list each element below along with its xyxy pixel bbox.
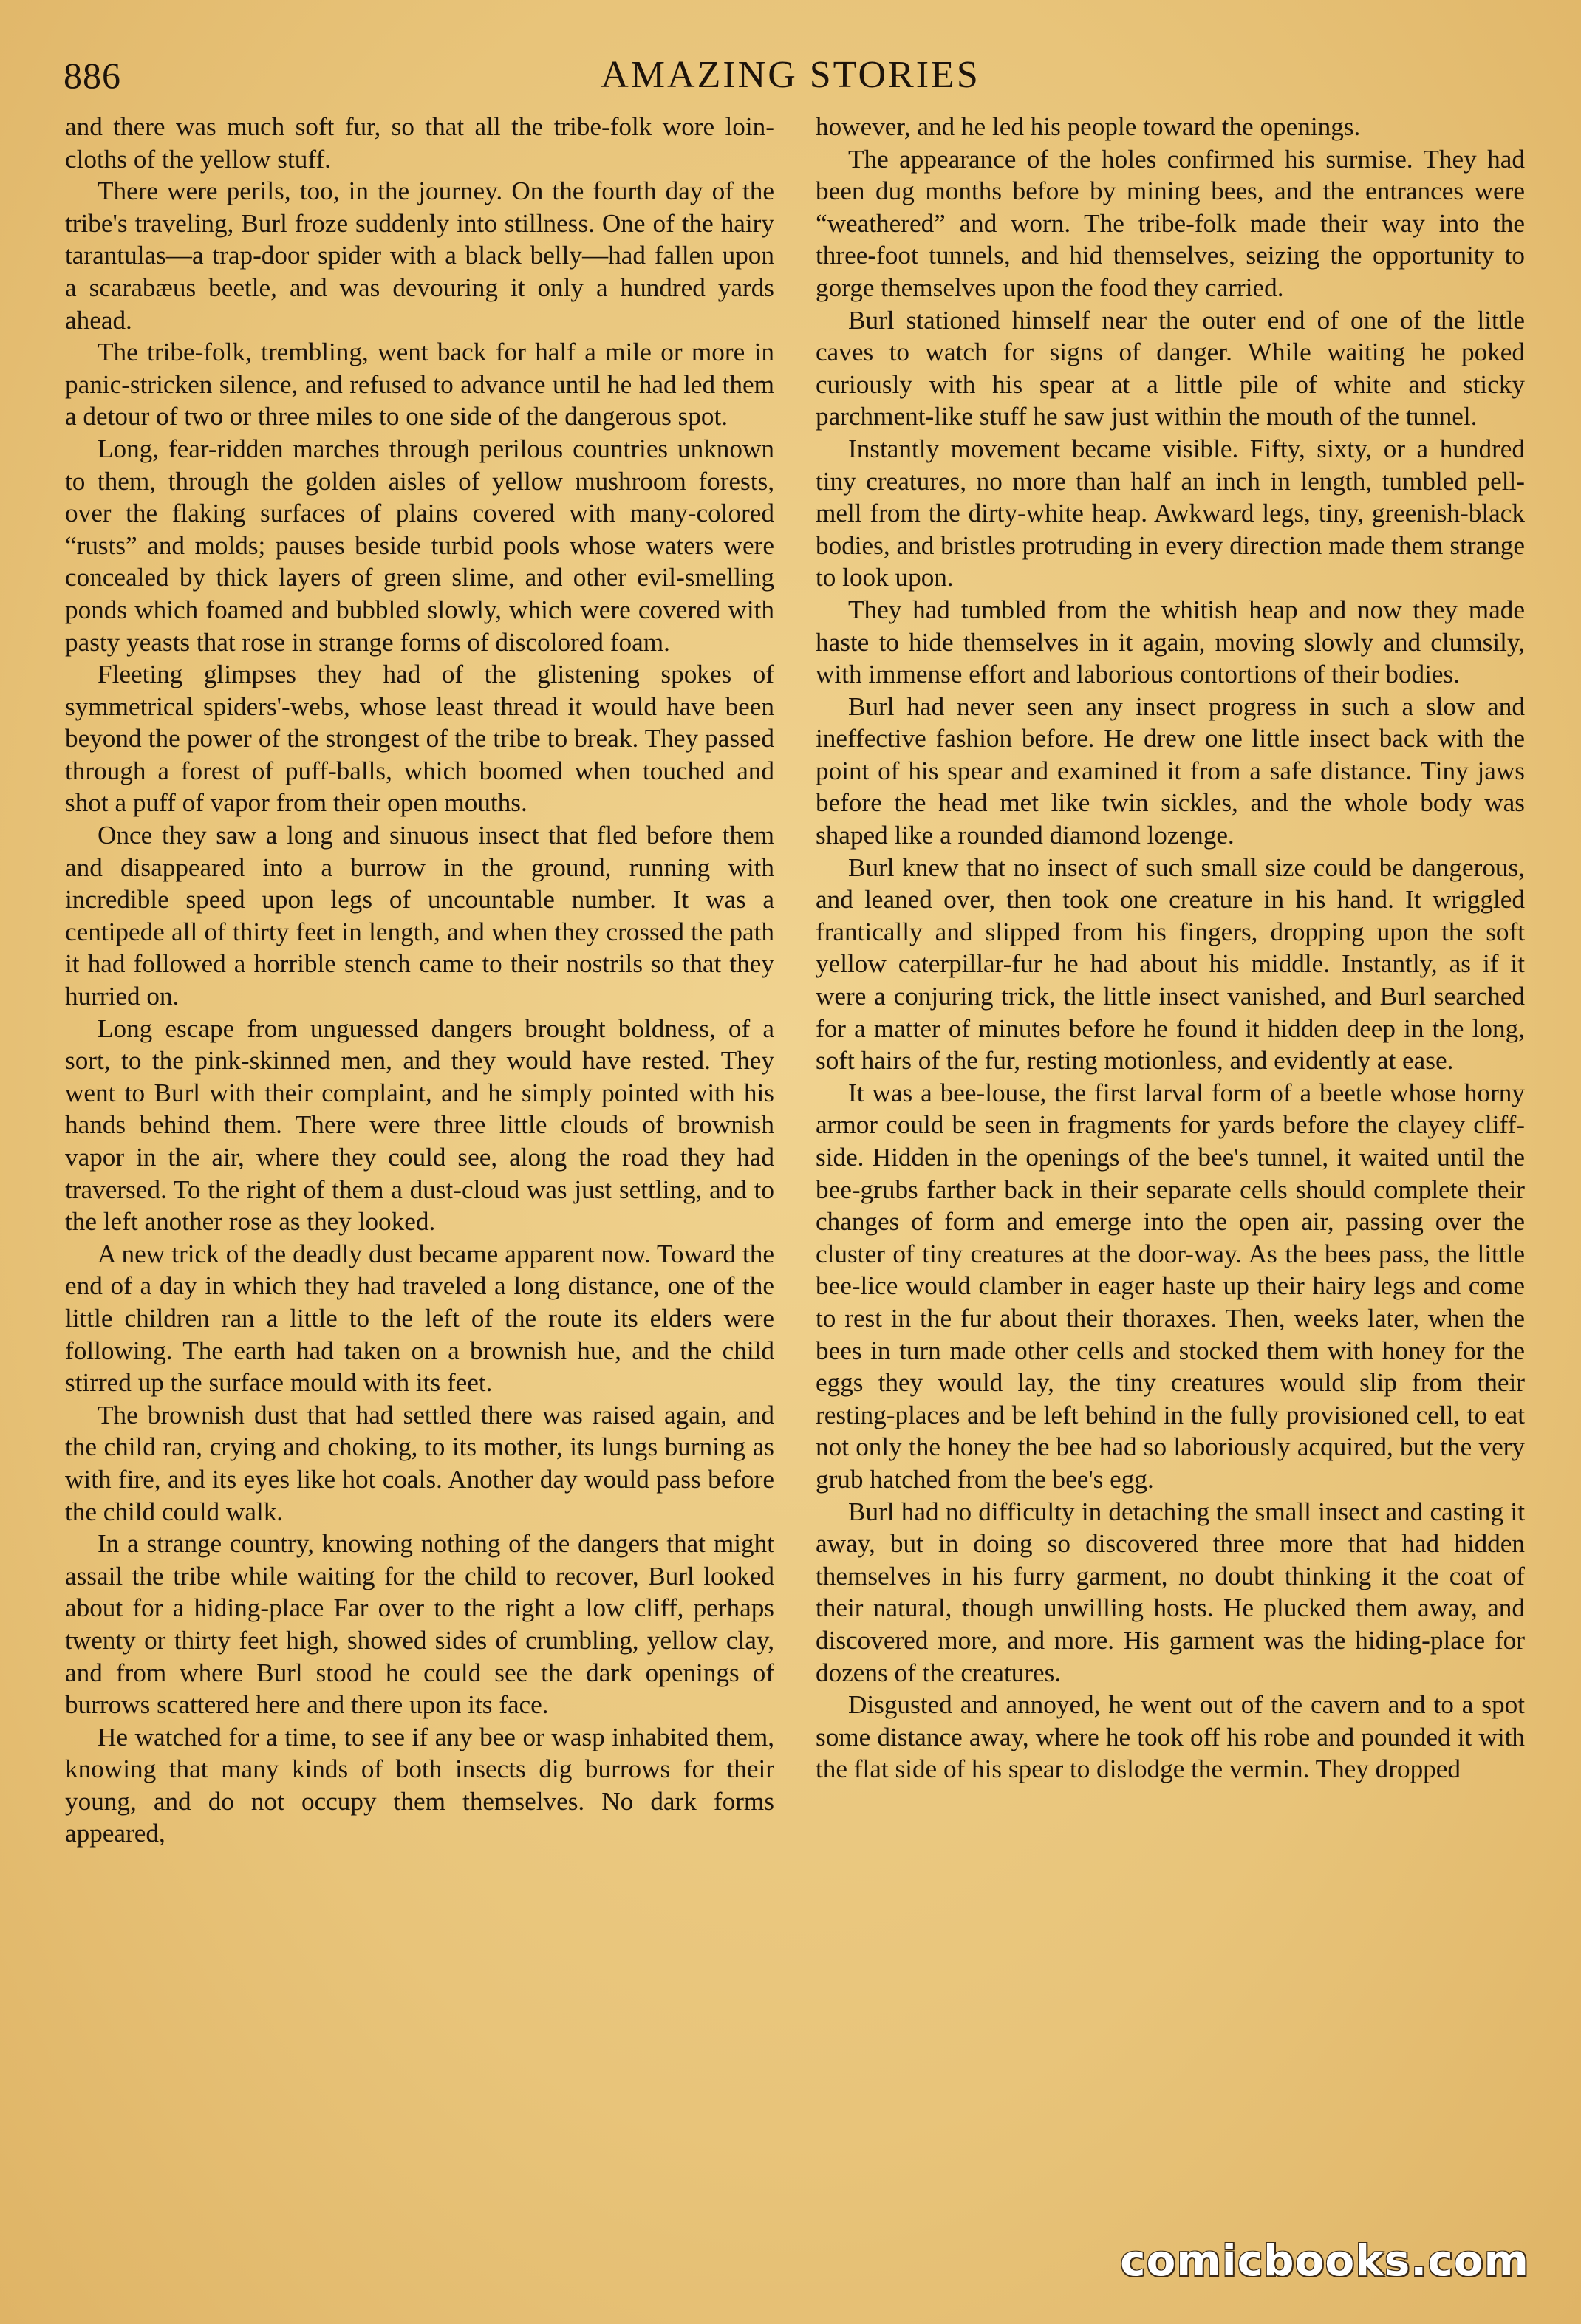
paragraph: Disgusted and annoyed, he went out of the cavern and to a spot some distance away, where he took off his robe and pounded it with the flat side of his spear to dislodge the vermin. They dropped bbox=[816, 1690, 1525, 1784]
left-column bbox=[65, 111, 774, 1850]
paragraph: Instantly movement became visible. Fifty, sixty, or a hundred tiny creatures, no more than half an inch in length, tumbled pell-mell from the dirty-white heap. Awkward legs, tiny, greenish-black bodies, and bristles protruding in every direction made them strange to look upon. bbox=[816, 434, 1525, 592]
page-header bbox=[59, 46, 1522, 105]
paragraph: Burl stationed himself near the outer end of one of the little caves to watch for signs of danger. While waiting he poked curiously with his spear at a little pile of white and sticky parchment-like stuff he saw just within the mouth of the tunnel. bbox=[816, 305, 1525, 431]
paragraph: and there was much soft fur, so that all the tribe-folk wore loin-cloths of the yellow stuff. bbox=[65, 112, 774, 174]
paragraph: The tribe-folk, trembling, went back for half a mile or more in panic-stricken silence, and refused to advance until he had led them a detour of two or three miles to one side of the dangerous spot. bbox=[65, 338, 774, 431]
paragraph: They had tumbled from the whitish heap and now they made haste to hide themselves in it again, moving slowly and clumsily, with immense effort and laborious contortions of their bodies. bbox=[816, 595, 1525, 689]
paragraph: It was a bee-louse, the first larval form of a beetle whose horny armor could be seen in fragments for yards before the clayey cliff-side. Hidden in the openings of the bee's tunnel, it waited until the bee-grubs farther back in their separate cells should complete their changes of form and emerge into the open air, passing over the cluster of tiny creatures at the door-way. As the bees pass, the little bee-lice would clamber in eager haste up their hairy legs and come to rest in the fur about their thoraxes. Then, weeks later, when the bees in turn made other cells and stocked them with honey for the eggs they would lay, the tiny creatures would slip from their resting-places and be left behind in the fully provisioned cell, to eat not only the honey the bee had so laboriously acquired, but the very grub hatched from the bee's egg. bbox=[816, 1078, 1525, 1494]
watermark-logo: comicbooks.com bbox=[1120, 2235, 1529, 2286]
paragraph: In a strange country, knowing nothing of the dangers that might assail the tribe while waiting for the child to recover, Burl looked about for a hiding-place Far over to the right a low cliff, perhaps twenty or thirty feet high, showed sides of crumbling, yellow clay, and from where Burl stood he could see the dark openings of burrows scattered here and there upon its face. bbox=[65, 1529, 774, 1720]
paragraph: Burl knew that no insect of such small size could be dangerous, and leaned over, then took one creature in his hand. It wriggled frantically and slipped from his fingers, dropping upon the soft yellow caterpillar-fur he had about his middle. Instantly, as if it were a conjuring trick, the little insect vanished, and Burl searched for a matter of minutes before he found it hidden deep in the long, soft hairs of the fur, resting motionless, and evidently at ease. bbox=[816, 852, 1525, 1076]
paragraph: The brownish dust that had settled there was raised again, and the child ran, crying and choking, to its mother, its lungs burning as with fire, and its eyes like hot coals. Another day would pass before the child could walk. bbox=[65, 1400, 774, 1526]
paragraph: He watched for a time, to see if any bee or wasp inhabited them, knowing that many kinds of both insects dig burrows for their young, and do not occupy them themselves. No dark forms appeared, bbox=[65, 1722, 774, 1848]
paragraph: Fleeting glimpses they had of the glistening spokes of symmetrical spiders'-webs, whose least thread it would have been beyond the power of the strongest of the tribe to break. They passed through a forest of puff-balls, which boomed when touched and shot a puff of vapor from their open mouths. bbox=[65, 660, 774, 818]
right-column bbox=[816, 111, 1525, 1785]
paragraph: Burl had never seen any insect progress in such a slow and ineffective fashion before. He drew one little insect back with the point of his spear and examined it from a safe distance. Tiny jaws before the head met like twin sickles, and the whole body was shaped like a rounded diamond lozenge. bbox=[816, 691, 1525, 850]
paragraph: Long, fear-ridden marches through perilous countries unknown to them, through the golden aisles of yellow mushroom forests, over the flaking surfaces of plains covered with many-colored “rusts” and molds; pauses beside turbid pools whose waters were concealed by thick layers of green slime, and other evil-smelling ponds which foamed and bubbled slowly, which were covered with pasty yeasts that rose in strange forms of discolored foam. bbox=[65, 434, 774, 657]
paragraph: A new trick of the deadly dust became apparent now. Toward the end of a day in which they had traveled a long distance, one of the little children ran a little to the left of the route its elders were following. The earth had taken on a brownish hue, and the child stirred up the surface mould with its feet. bbox=[65, 1239, 774, 1398]
paragraph: Long escape from unguessed dangers brought boldness, of a sort, to the pink-skinned men, and they would have rested. They went to Burl with their complaint, and he simply pointed with his hands behind them. There were three little clouds of brownish vapor in the air, where they could see, along the road they had traversed. To the right of them a dust-cloud was just settling, and to the left another rose as they looked. bbox=[65, 1014, 774, 1237]
paragraph: Burl had no difficulty in detaching the small insect and casting it away, but in doing so discovered three more that had hidden themselves in his furry garment, no doubt thinking it the coat of their natural, though unwilling hosts. He plucked them away, and discovered more, and more. His garment was the hiding-place for dozens of the creatures. bbox=[816, 1497, 1525, 1687]
running-title: AMAZING STORIES bbox=[601, 54, 980, 96]
paragraph: The appearance of the holes confirmed his surmise. They had been dug months before by mining bees, and the entrances were “weathered” and worn. The tribe-folk made their way into the three-foot tunnels, and hid themselves, seizing the opportunity to gorge themselves upon the food they carried. bbox=[816, 144, 1525, 302]
paragraph: There were perils, too, in the journey. On the fourth day of the tribe's traveling, Burl froze suddenly into stillness. One of the hairy tarantulas—a trap-door spider with a black belly—had fallen upon a scarabæus beetle, and was devouring it only a hundred yards ahead. bbox=[65, 177, 774, 335]
paragraph: however, and he led his people toward the openings. bbox=[816, 112, 1361, 141]
page-number: 886 bbox=[64, 55, 121, 96]
paragraph: Once they saw a long and sinuous insect that fled before them and disappeared into a burrow in the ground, running with incredible speed upon legs of uncountable number. It was a centipede all of thirty feet in length, and when they crossed the path it had followed a horrible stench came to their nostrils so that they hurried on. bbox=[65, 821, 774, 1011]
